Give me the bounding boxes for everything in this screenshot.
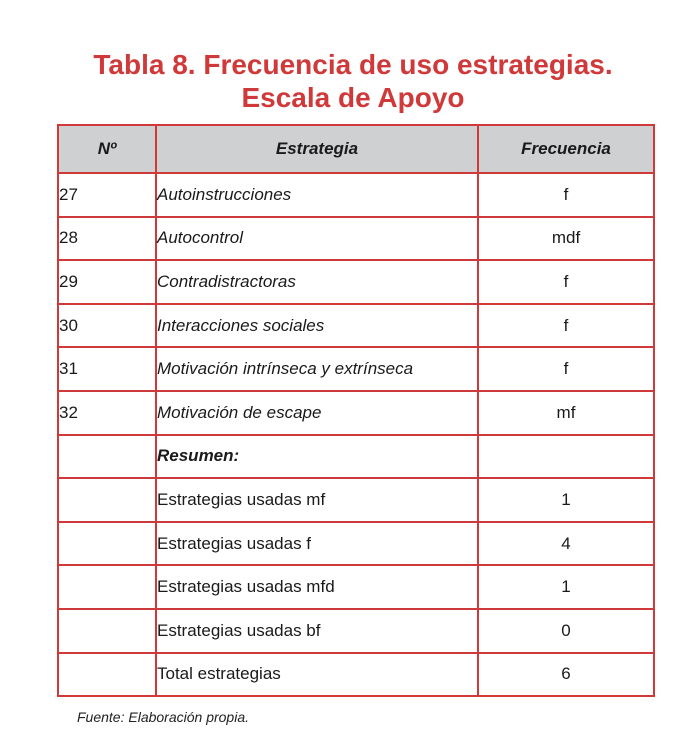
row-number: 32 — [58, 391, 156, 435]
row-number: 30 — [58, 304, 156, 348]
row-strategy: Motivación intrínseca y extrínseca — [156, 347, 478, 391]
table-row — [58, 391, 654, 435]
header-number: Nº — [58, 125, 156, 173]
table-title-line-2: Escala de Apoyo — [241, 82, 465, 113]
row-frequency: f — [478, 347, 654, 391]
strategy-frequency-table — [57, 124, 655, 697]
summary-value: 4 — [478, 522, 654, 566]
row-frequency: f — [478, 173, 654, 217]
empty-cell — [58, 522, 156, 566]
table-row — [58, 217, 654, 261]
summary-label: Total estrategias — [156, 653, 478, 697]
row-number: 28 — [58, 217, 156, 261]
summary-row — [58, 565, 654, 609]
empty-cell — [58, 565, 156, 609]
summary-value: 1 — [478, 565, 654, 609]
table-header-row — [58, 125, 654, 173]
summary-label: Estrategias usadas f — [156, 522, 478, 566]
summary-heading-row — [58, 435, 654, 479]
table-row — [58, 304, 654, 348]
source-note: Fuente: Elaboración propia. — [77, 709, 249, 725]
row-strategy: Autocontrol — [156, 217, 478, 261]
table-row — [58, 260, 654, 304]
row-number: 27 — [58, 173, 156, 217]
header-strategy: Estrategia — [156, 125, 478, 173]
summary-row — [58, 609, 654, 653]
row-frequency: f — [478, 260, 654, 304]
summary-label: Estrategias usadas bf — [156, 609, 478, 653]
table-row — [58, 347, 654, 391]
row-frequency: f — [478, 304, 654, 348]
empty-cell — [58, 609, 156, 653]
summary-row — [58, 653, 654, 697]
table-row — [58, 173, 654, 217]
summary-value: 1 — [478, 478, 654, 522]
summary-label: Estrategias usadas mf — [156, 478, 478, 522]
header-frequency: Frecuencia — [478, 125, 654, 173]
row-strategy: Interacciones sociales — [156, 304, 478, 348]
empty-cell — [58, 435, 156, 479]
empty-cell — [478, 435, 654, 479]
summary-value: 0 — [478, 609, 654, 653]
row-number: 31 — [58, 347, 156, 391]
summary-row — [58, 522, 654, 566]
row-strategy: Autoinstrucciones — [156, 173, 478, 217]
summary-value: 6 — [478, 653, 654, 697]
table-title — [0, 48, 690, 114]
row-strategy: Motivación de escape — [156, 391, 478, 435]
empty-cell — [58, 478, 156, 522]
summary-row — [58, 478, 654, 522]
summary-label: Estrategias usadas mfd — [156, 565, 478, 609]
row-frequency: mdf — [478, 217, 654, 261]
row-strategy: Contradistractoras — [156, 260, 478, 304]
table-title-line-1: Tabla 8. Frecuencia de uso estrategias. — [93, 49, 613, 80]
row-number: 29 — [58, 260, 156, 304]
summary-heading: Resumen: — [156, 435, 478, 479]
empty-cell — [58, 653, 156, 697]
row-frequency: mf — [478, 391, 654, 435]
